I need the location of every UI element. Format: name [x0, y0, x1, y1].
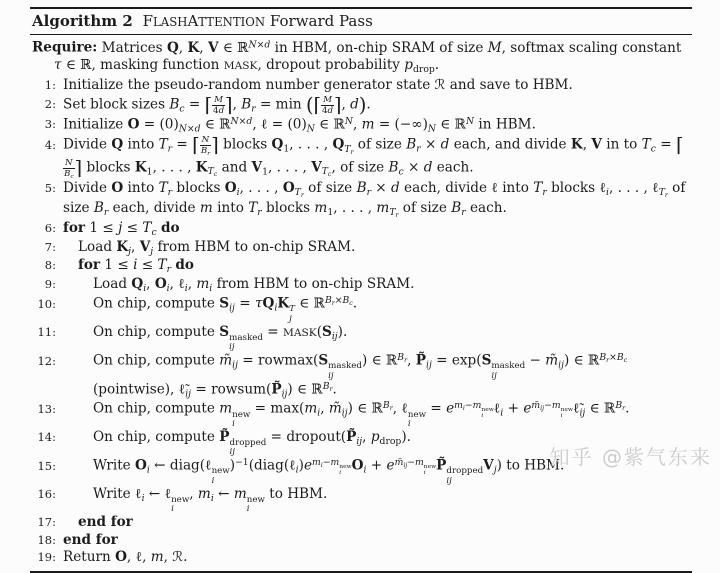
line-content: Return O, ℓ, m, ℛ.	[63, 549, 188, 566]
line-number: 12:	[37, 353, 56, 368]
algorithm-line	[30, 532, 692, 550]
algorithm-line	[30, 116, 692, 135]
algorithm-label: Algorithm 2	[32, 12, 133, 30]
line-content: On chip, compute S masked ij = $MASK(S_{ij})$.	[93, 323, 348, 352]
algorithm-body	[30, 77, 692, 567]
line-number: 14:	[37, 429, 56, 444]
line-number: 11:	[37, 324, 56, 339]
line-content: for $1 \le i \le T_r$ do	[78, 257, 194, 276]
algorithm-line	[30, 257, 692, 276]
line-number: 2:	[44, 97, 56, 112]
line-number: 18:	[37, 532, 56, 547]
line-number: 6:	[44, 220, 56, 235]
algorithm-title	[30, 9, 692, 34]
line-content: On chip, compute m new i = $\max(m_i$, $m̃_{ij}$) ∈ ℝ$^{B_r}$, ℓ new i = $e^{m_i-m new i}$ ℓ$_i$ + $e^{m̃_{ij}-m new i}$ $\ell̃_{ij}$ ∈ ℝ$^{B_r}$.	[93, 400, 630, 429]
algorithm-line	[30, 295, 692, 324]
line-content: Set block sizes $B_c$ = ⌈ $\frac{M}{4d}$ ⌉, $B_r = \min$ (⌈ $\frac{M}{4d}$ ⌉, d).	[63, 93, 371, 117]
line-content: Write $O_i$ ← diag(ℓ new i )$^{-1}(diag(\ell_i)e^{m_i-m new i}$ $O_i + e^{m̃_{ij}-m new i}$ P̃ dropped ij $V_j$) to HBM.	[93, 456, 565, 486]
algorithm-name: FLASHATTENTION	[142, 12, 266, 30]
line-number: 1:	[44, 78, 56, 93]
algorithm-line	[30, 324, 692, 352]
algorithm-line	[30, 135, 692, 180]
line-number: 8:	[44, 258, 56, 273]
algorithm-line	[30, 549, 692, 567]
line-number: 15:	[37, 458, 56, 473]
line-content: Load $K_j$, $V_j$ from HBM to on-chip SRAM.	[78, 238, 356, 257]
algorithm-line	[30, 276, 692, 295]
line-number: 19:	[37, 550, 56, 565]
algorithm-line	[30, 220, 692, 239]
algorithm-line	[30, 486, 692, 514]
line-content: Divide Q into $T_r$ = ⌈ $\frac{N}{B_r}$ ⌉ blocks $Q_1$, . . . , $Q_{T_r}$ of size $B_r \times d$ each, and divide K, V in to $T_c$ = ⌈ $\frac{N}{B_c}$ ⌉ blocks $K_1$, . . . , $K_{T_c}$ and $V_1$, . . . , $V_{T_c}$, of size $B_c \times d$ each.	[63, 133, 684, 180]
line-content: On chip, compute $S_{ij} = \tau Q_iK$ T j ∈ ℝ$^{B_r\times B_c}$.	[93, 294, 358, 324]
line-content: Initialize $O = (0)_{N\times d}$ ∈ ℝ$^{N\times d}$, ℓ = $(0)_N$ ∈ ℝ$^N$, $m = (-\infty)_N$ ∈ ℝ$^N$ in HBM.	[63, 115, 536, 135]
line-number: 3:	[44, 117, 56, 132]
require-text: Matrices Q, K, V ∈ ℝ$^{N\times d}$ in HBM, on-chip SRAM of size M, softmax scaling constant τ ∈ ℝ, masking function MASK, dropout probability $p_{drop}$.	[54, 39, 682, 76]
line-content: Divide O into $T_r$ blocks $O_i$, . . . , $O_{T_r}$ of size $B_r \times d$ each, divide ℓ into $T_r$ blocks ℓ$_i$, . . . , ℓ$_{T_r}$ of size $B_r$ each, divide m into $T_r$ blocks $m_1$, . . . , $m_{T_r}$ of size $B_r$ each.	[63, 180, 686, 219]
line-content: end for	[63, 531, 118, 548]
line-number: 9:	[44, 277, 56, 292]
algorithm-body-wrap	[30, 35, 692, 568]
line-number: 7:	[44, 239, 56, 254]
line-content: On chip, compute P̃ dropped ij = $dropout(P̃_{ij}$, $p_{drop}$).	[93, 428, 411, 457]
algorithm-line	[30, 77, 692, 95]
line-number: 5:	[44, 181, 56, 196]
line-number: 10:	[37, 296, 56, 311]
algorithm-line	[30, 95, 692, 116]
algorithm-line	[30, 239, 692, 258]
algorithm-line	[30, 352, 692, 400]
algorithm-line	[30, 180, 692, 220]
line-number: 4:	[44, 137, 56, 152]
line-content: end for	[78, 513, 133, 530]
watermark: 知乎 @紫气东来	[549, 445, 712, 469]
require-keyword: Require:	[32, 39, 98, 56]
line-content: On chip, compute $m̃_{ij} = rowmax(S$ masked ij ) ∈ ℝ$^{B_r}$, $P̃_{ij} = \exp(S$ masked ij − $m̃_{ij}$) ∈ ℝ$^{B_r\times B_c}$ (pointwise), $\ell̃_{ij}$ = $rowsum(P̃_{ij})$ ∈ ℝ$^{B_r}$.	[93, 351, 628, 400]
algorithm-title-rest: Forward Pass	[269, 12, 373, 30]
require-line	[30, 39, 692, 77]
line-number: 16:	[37, 486, 56, 501]
line-number: 13:	[37, 401, 56, 416]
algorithm-line	[30, 400, 692, 429]
line-number: 17:	[37, 514, 56, 529]
line-content: for $1 \le j \le T_c$ do	[63, 219, 180, 238]
algorithm-box	[30, 7, 692, 573]
algorithm-line	[30, 514, 692, 532]
line-content: Load $Q_i$, $O_i$, ℓ$_i$, $m_i$ from HBM to on-chip SRAM.	[93, 276, 415, 294]
line-content: Write ℓ$_i$ ← ℓ new i , $m_i$ ← m new i to HBM.	[93, 485, 328, 514]
line-content: Initialize the pseudo-random number generator state ℛ and save to HBM.	[63, 77, 573, 94]
